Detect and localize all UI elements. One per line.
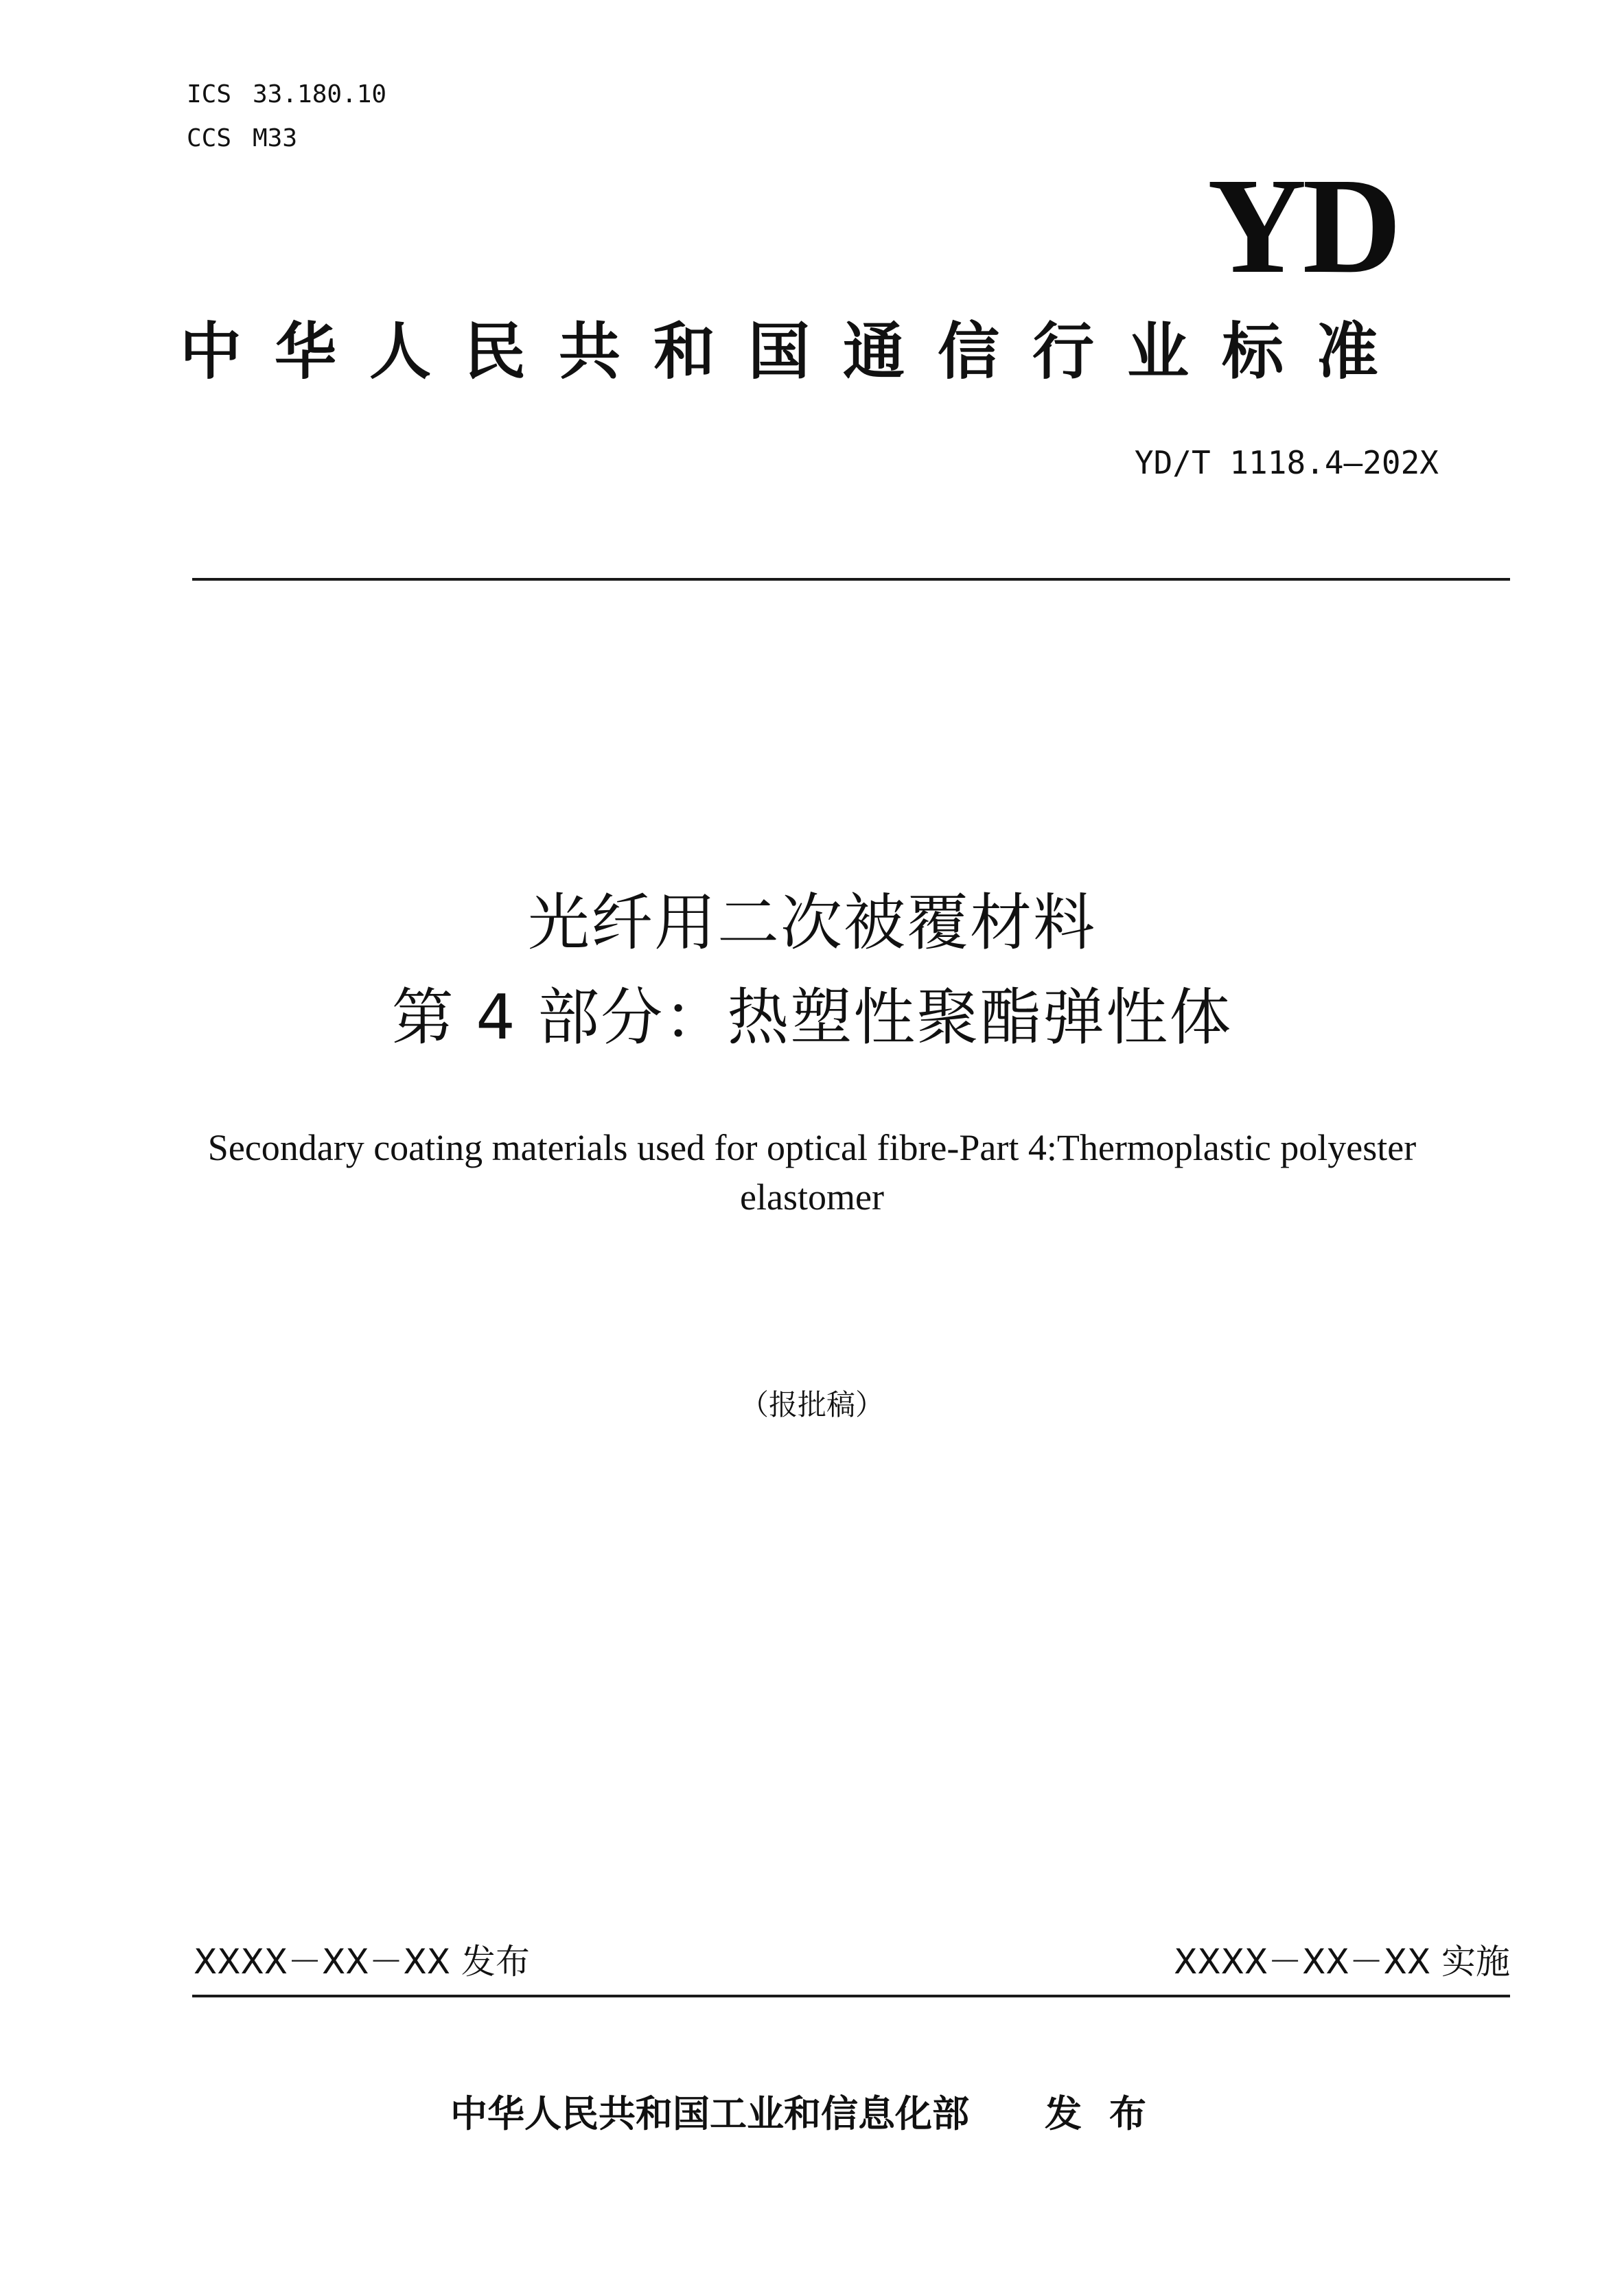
title-chinese-line-2: 第 4 部分：热塑性聚酯弹性体 [391,982,1233,1054]
issuer [0,2091,1624,2137]
title-english: Secondary coating materials used for optical fibre-Part 4:Thermoplastic polyester elastomer [207,1127,1417,1218]
title-chinese-line-1: 光纤用二次被覆材料 [528,887,1096,959]
draft-status: （报批稿） [739,1388,884,1422]
ccs-label: CCS [187,124,232,152]
ics-label: ICS [187,80,232,108]
ics-code [187,80,386,110]
issuer-name: 中华人民共和国工业和信息化部 [450,2092,969,2135]
standard-type-heading: 中华人民共和国通信行业标准 [180,316,1411,388]
standard-number: YD/T 1118.4—202X [1134,444,1439,481]
implement-date: XXXX－XX－XX 实施 [1174,1942,1510,1982]
yd-logo: YD [1207,150,1397,302]
issuer-action: 发布 [1045,2092,1174,2135]
publish-date: XXXX－XX－XX 发布 [194,1942,530,1982]
footer-divider [192,1995,1510,1997]
ccs-code [187,124,297,154]
ics-value: 33.180.10 [253,80,387,108]
ccs-value: M33 [253,124,298,152]
header-divider [192,578,1510,581]
